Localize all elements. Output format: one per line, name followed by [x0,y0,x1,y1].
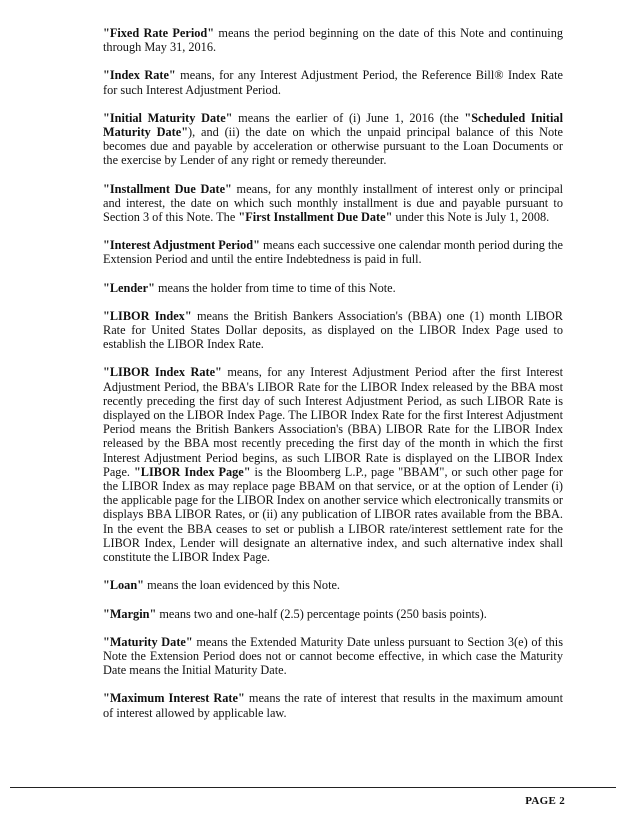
defined-term: "Margin" [103,606,157,621]
defined-term: "Fixed Rate Period" [103,26,215,40]
defined-term-inline: "Scheduled Initial Maturity Date" [103,110,563,140]
definition-text: means the rate of interest that results in the maximum amount of interest allowed by applicable law. [103,691,563,720]
definition-text: means, for any Interest Adjustment Period, the Reference Bill® Index Rate for such Interest Adjustment Period. [103,68,563,97]
definition-text: means the Extended Maturity Date unless pursuant to Section 3(e) of this Note the Extension Period does not or cannot become effective, in which case the Maturity Date means the Initial Maturity Date. [103,634,563,678]
definition-text: is the Bloomberg L.P., page "BBAM", or such other page for the LIBOR Index as may replace page BBAM on that service, or at the option of Lender (i) the applicable page for the LIBOR Index on another service which electronically transmits or displays BBA LIBOR Rates, or (ii) any publication of LIBOR rates available from the BBA. In the event the BBA ceases to set or publish a LIBOR rate/interest settlement rate for the LIBOR Index, Lender will designate an alternative index, and such alternative index shall constitute the LIBOR Index Page. [103,464,563,565]
definition-fixed-rate-period [103,26,563,54]
defined-term: "LIBOR Index" [103,308,192,323]
document-body [103,26,563,734]
page-number: PAGE 2 [525,795,565,807]
definition-lender [103,281,563,295]
definition-text: means the earlier of (i) June 1, 2016 (the [232,110,465,125]
definition-initial-maturity-date [103,111,563,168]
definition-loan [103,578,563,592]
definition-text: means the loan evidenced by this Note. [144,578,341,593]
defined-term: "Initial Maturity Date" [103,110,233,125]
defined-term-inline: "First Installment Due Date" [238,210,393,225]
definition-installment-due-date [103,182,563,225]
definition-interest-adjustment-period [103,238,563,266]
definition-text: means the holder from time to time of this Note. [154,280,396,295]
definition-margin [103,607,563,621]
defined-term: "Maturity Date" [103,634,193,649]
definition-libor-index [103,309,563,352]
defined-term: "Index Rate" [103,68,176,83]
definition-text: under this Note is July 1, 2008. [392,210,550,225]
definition-maturity-date [103,635,563,678]
definition-text: means the period beginning on the date of this Note and continuing through May 31, 2016. [103,26,563,55]
defined-term: "Lender" [103,280,155,295]
defined-term: "LIBOR Index Rate" [103,365,222,380]
footer-divider [10,787,616,788]
definition-text: means each successive one calendar month period during the Extension Period and until the entire Indebtedness is paid in full. [103,238,563,267]
definition-index-rate [103,68,563,96]
definition-text: means, for any Interest Adjustment Period after the first Interest Adjustment Period, the BBA's LIBOR Rate for the LIBOR Index released by the BBA most recently preceding the first day of such Interest Adjustment Period, as such LIBOR Rate is displayed on the LIBOR Index Page. The LIBOR Index Rate for the first Interest Adjustment Period means the British Bankers Association's (BBA) LIBOR Rate for the LIBOR Index released by the BBA most recently preceding the first day of the month in which the first Interest Adjustment Period begins, as such LIBOR Rate is displayed on the LIBOR Index Page. [103,365,564,479]
definition-text: ), and (ii) the date on which the unpaid principal balance of this Note becomes due and payable by acceleration or otherwise pursuant to the Loan Documents or the exercise by Lender of any right or remedy thereunder. [103,125,563,168]
definition-text: means, for any monthly installment of interest only or principal and interest, the date on which such monthly installment is due and payable pursuant to Section 3 of this Note. The [103,181,563,225]
defined-term: "Interest Adjustment Period" [103,238,260,253]
defined-term-inline: "LIBOR Index Page" [133,464,251,479]
defined-term: "Installment Due Date" [103,181,232,196]
defined-term: "Maximum Interest Rate" [103,691,245,706]
defined-term: "Loan" [103,578,144,593]
definition-maximum-interest-rate [103,691,563,719]
definition-libor-index-rate [103,365,563,564]
definition-text: means the British Bankers Association's (BBA) one (1) month LIBOR Rate for United States Dollar deposits, as displayed on the LIBOR Index Page used to establish the LIBOR Index Rate. [103,308,563,352]
definition-text: means two and one-half (2.5) percentage points (250 basis points). [156,606,487,621]
